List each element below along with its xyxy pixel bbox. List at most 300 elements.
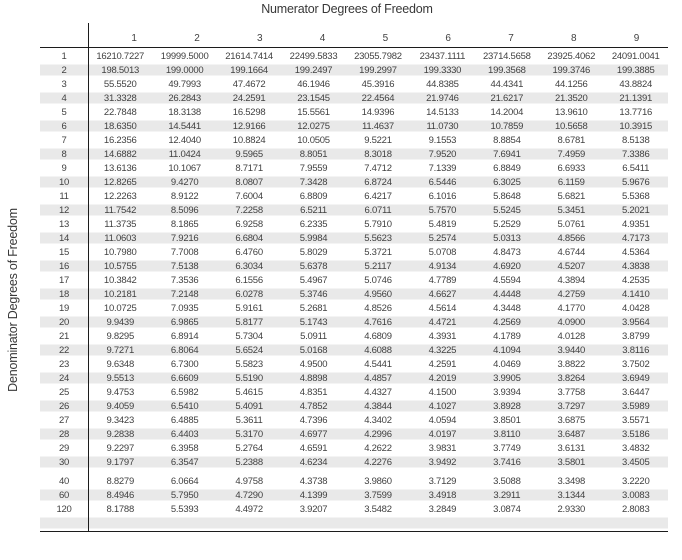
cell: 6.8914	[170, 330, 199, 342]
cell: 5.5823	[235, 358, 263, 370]
cell: 3.5088	[493, 475, 521, 487]
cell: 3.7297	[557, 400, 586, 412]
cell: 23714.5658	[482, 50, 531, 62]
cell: 10.3915	[619, 120, 653, 132]
cell: 4.9560	[364, 288, 392, 300]
cell: 8.1865	[170, 218, 199, 230]
cell: 4.5614	[428, 302, 457, 314]
cell: 4.9134	[428, 260, 457, 272]
cell: 21.1391	[619, 92, 653, 104]
cell: 7.2148	[170, 288, 199, 300]
cell: 46.1946	[297, 78, 330, 90]
cell: 3.9860	[364, 475, 392, 487]
cell: 4.5594	[493, 274, 521, 286]
cell: 7.2258	[235, 204, 263, 216]
row-label: 9	[61, 162, 67, 174]
column-header: 1	[131, 33, 137, 44]
cell: 5.5623	[364, 232, 392, 244]
cell: 4.3402	[364, 414, 392, 426]
cell: 6.8809	[299, 190, 328, 202]
table-row	[40, 488, 668, 502]
cell: 21614.7414	[225, 50, 273, 62]
cell: 9.2838	[106, 428, 134, 440]
cell: 9.8295	[106, 330, 134, 342]
cell: 5.0746	[364, 274, 392, 286]
cell: 5.2764	[235, 442, 263, 454]
cell: 4.0469	[493, 358, 521, 370]
cell: 199.2997	[359, 64, 397, 76]
cell: 6.8849	[493, 162, 521, 174]
cell: 4.2622	[364, 442, 392, 454]
cell: 9.5965	[235, 148, 263, 160]
cell: 3.9831	[428, 442, 457, 454]
cell: 3.2220	[621, 475, 650, 487]
cell: 4.9758	[235, 475, 263, 487]
row-label: 21	[58, 330, 70, 342]
cell: 7.4959	[557, 148, 586, 160]
cell: 22.7848	[103, 106, 137, 118]
cell: 4.5364	[621, 246, 650, 258]
cell: 199.3568	[488, 64, 526, 76]
table-row	[40, 399, 668, 413]
cell: 4.2996	[364, 428, 392, 440]
table-row	[40, 105, 668, 119]
cell: 4.4721	[428, 316, 457, 328]
cell: 5.7304	[235, 330, 263, 342]
cell: 5.9984	[299, 232, 328, 244]
cell: 8.3018	[364, 148, 392, 160]
cell: 4.7789	[428, 274, 457, 286]
cell: 19999.5000	[160, 50, 209, 62]
cell: 8.4946	[106, 489, 134, 501]
row-label: 40	[58, 475, 70, 487]
table-row	[40, 455, 668, 469]
cell: 5.3746	[299, 288, 328, 300]
cell: 22.4564	[361, 92, 395, 104]
denominator-df-label: Denominator Degrees of Freedom	[6, 208, 20, 392]
cell: 5.4091	[235, 400, 263, 412]
table-row	[40, 63, 668, 77]
cell: 4.8473	[493, 246, 521, 258]
cell: 3.7749	[493, 442, 521, 454]
cell: 5.7950	[170, 489, 199, 501]
cell: 4.6627	[428, 288, 457, 300]
cell: 4.6744	[557, 246, 586, 258]
cell: 5.2388	[235, 456, 263, 468]
cell: 5.8648	[493, 190, 521, 202]
column-header: 2	[194, 33, 200, 44]
cell: 6.5410	[170, 400, 199, 412]
cell: 4.2019	[428, 372, 457, 384]
cell: 4.9351	[621, 218, 650, 230]
row-label: 120	[56, 503, 72, 515]
cell: 4.6977	[299, 428, 328, 440]
cell: 3.7129	[428, 475, 457, 487]
cell: 7.3536	[170, 274, 199, 286]
table-row	[40, 161, 668, 175]
table-row	[40, 273, 668, 287]
row-label: 13	[58, 218, 70, 230]
cell: 10.0725	[103, 302, 137, 314]
cell: 4.0428	[621, 302, 650, 314]
f-critical-values-table	[40, 28, 668, 532]
cell: 6.0664	[170, 475, 199, 487]
cell: 4.2276	[364, 456, 392, 468]
cell: 3.8264	[557, 372, 586, 384]
cell: 14.6882	[103, 148, 137, 160]
row-label: 29	[58, 442, 70, 454]
cell: 4.2569	[493, 316, 521, 328]
cell: 8.0807	[235, 176, 263, 188]
cell: 5.0761	[557, 218, 586, 230]
cell: 5.4819	[428, 218, 457, 230]
cell: 4.7852	[299, 400, 328, 412]
cell: 45.3916	[361, 78, 395, 90]
cell: 199.3746	[552, 64, 591, 76]
cell: 11.7542	[104, 204, 137, 216]
cell: 13.6136	[103, 162, 137, 174]
cell: 3.7502	[621, 358, 650, 370]
cell: 4.6234	[299, 456, 328, 468]
table-row	[40, 217, 668, 231]
table-row	[40, 49, 668, 63]
cell: 5.8177	[235, 316, 263, 328]
cell: 7.9216	[170, 232, 199, 244]
cell: 4.5441	[364, 358, 392, 370]
cell: 44.1256	[554, 78, 588, 90]
cell: 6.1556	[235, 274, 263, 286]
row-label: 12	[58, 204, 70, 216]
cell: 43.8824	[619, 78, 653, 90]
row-label: 17	[58, 274, 70, 286]
cell: 10.2181	[103, 288, 137, 300]
cell: 12.0275	[297, 120, 330, 132]
cell: 6.8064	[170, 344, 199, 356]
cell: 4.2759	[557, 288, 586, 300]
cell: 4.8566	[557, 232, 586, 244]
cell: 23437.1111	[419, 50, 466, 62]
cell: 8.9122	[170, 190, 199, 202]
cell: 6.9258	[235, 218, 263, 230]
table-row	[40, 189, 668, 203]
cell: 4.3838	[621, 260, 650, 272]
row-label: 10	[58, 176, 70, 188]
cell: 8.5138	[621, 134, 650, 146]
column-header: 6	[445, 33, 451, 44]
cell: 24091.0041	[611, 50, 660, 62]
cell: 22499.5833	[289, 50, 338, 62]
cell: 8.8279	[106, 475, 134, 487]
cell: 199.3885	[616, 64, 655, 76]
cell: 5.3721	[364, 246, 392, 258]
cell: 4.4857	[364, 372, 392, 384]
cell: 4.3448	[493, 302, 521, 314]
cell: 6.2335	[299, 218, 328, 230]
cell: 4.3894	[557, 274, 586, 286]
table-row	[40, 329, 668, 343]
cell: 5.7910	[364, 218, 392, 230]
cell: 198.5013	[101, 64, 140, 76]
cell: 6.4760	[235, 246, 263, 258]
cell: 5.3611	[235, 414, 263, 426]
table-row	[40, 203, 668, 217]
cell: 5.5393	[170, 503, 199, 515]
cell: 4.6920	[493, 260, 521, 272]
cell: 14.5133	[426, 106, 459, 118]
cell: 6.5211	[300, 204, 327, 216]
table-body	[40, 48, 668, 530]
table-row	[40, 259, 668, 273]
cell: 3.9394	[493, 386, 521, 398]
cell: 4.6591	[299, 442, 328, 454]
cell: 8.7171	[235, 162, 263, 174]
cell: 6.7300	[170, 358, 199, 370]
cell: 11.0730	[426, 120, 459, 132]
column-header: 5	[382, 33, 389, 44]
cell: 3.2849	[428, 503, 457, 515]
cell: 6.8724	[364, 176, 392, 188]
cell: 6.6933	[557, 162, 586, 174]
cell: 8.8854	[493, 134, 521, 146]
cell: 11.0424	[168, 148, 201, 160]
cell: 6.6609	[170, 372, 199, 384]
cell: 5.7570	[428, 204, 457, 216]
cell: 5.6378	[299, 260, 328, 272]
row-label: 20	[58, 316, 70, 328]
table-row	[40, 77, 668, 91]
row-label: 2	[61, 64, 67, 76]
cell: 4.7396	[299, 414, 328, 426]
table-row	[40, 133, 668, 147]
row-label: 11	[59, 190, 69, 202]
cell: 3.6875	[557, 414, 586, 426]
cell: 3.7416	[493, 456, 521, 468]
cell: 9.5221	[364, 134, 392, 146]
row-label: 27	[58, 414, 70, 426]
cell: 7.1339	[428, 162, 457, 174]
cell: 199.3330	[423, 64, 462, 76]
cell: 4.7616	[364, 316, 392, 328]
table-row	[40, 119, 668, 133]
cell: 12.2263	[103, 190, 137, 202]
cell: 4.6088	[364, 344, 392, 356]
cell: 3.0083	[621, 489, 650, 501]
table-row	[40, 441, 668, 455]
row-label: 3	[61, 78, 67, 90]
cell: 15.5561	[297, 106, 330, 118]
cell: 4.1399	[299, 489, 328, 501]
cell: 3.4918	[428, 489, 457, 501]
cell: 3.0874	[493, 503, 521, 515]
cell: 12.8265	[103, 176, 137, 188]
cell: 4.0594	[428, 414, 457, 426]
cell: 3.4505	[621, 456, 650, 468]
row-label: 6	[61, 120, 67, 132]
cell: 8.5096	[170, 204, 199, 216]
cell: 6.0711	[364, 204, 392, 216]
cell: 6.9865	[170, 316, 199, 328]
row-label: 60	[58, 489, 70, 501]
cell: 4.2535	[621, 274, 650, 286]
cell: 5.2021	[621, 204, 650, 216]
cell: 10.5755	[103, 260, 137, 272]
cell: 6.4885	[170, 414, 199, 426]
cell: 14.5441	[168, 120, 201, 132]
cell: 2.8083	[621, 503, 650, 515]
cell: 3.8822	[557, 358, 586, 370]
row-label: 24	[58, 372, 70, 384]
table-row	[40, 371, 668, 385]
cell: 6.5411	[622, 162, 650, 174]
cell: 49.7993	[168, 78, 201, 90]
cell: 3.7758	[557, 386, 586, 398]
cell: 23055.7982	[354, 50, 402, 62]
cell: 5.2574	[428, 232, 457, 244]
column-header: 9	[633, 33, 640, 44]
cell: 11.4637	[362, 120, 394, 132]
column-header: 4	[319, 33, 326, 44]
column-header: 7	[508, 33, 514, 44]
row-label: 30	[58, 456, 70, 468]
row-label: 23	[58, 358, 70, 370]
cell: 5.5368	[621, 190, 650, 202]
cell: 6.1159	[557, 176, 585, 188]
cell: 5.3451	[557, 204, 586, 216]
cell: 23925.4062	[547, 50, 596, 62]
cell: 14.2004	[490, 106, 524, 118]
row-label: 7	[61, 134, 67, 146]
cell: 3.9207	[299, 503, 328, 515]
cell: 7.6004	[235, 190, 263, 202]
cell: 3.7599	[364, 489, 392, 501]
cell: 3.5482	[364, 503, 392, 515]
cell: 24.2591	[232, 92, 266, 104]
cell: 4.2591	[428, 358, 457, 370]
cell: 7.3428	[299, 176, 328, 188]
cell: 21.6217	[490, 92, 524, 104]
cell: 8.6781	[557, 134, 586, 146]
cell: 9.1797	[106, 456, 134, 468]
cell: 3.9564	[621, 316, 650, 328]
row-label: 28	[58, 428, 70, 440]
cell: 4.1094	[493, 344, 521, 356]
header-row	[40, 28, 668, 48]
table-row	[40, 413, 668, 427]
row-label: 5	[61, 106, 67, 118]
cell: 3.8501	[493, 414, 521, 426]
cell: 6.6804	[235, 232, 263, 244]
cell: 3.5186	[621, 428, 650, 440]
cell: 12.4040	[168, 134, 201, 146]
cell: 3.8928	[493, 400, 521, 412]
cell: 4.1410	[621, 288, 650, 300]
row-label: 19	[58, 302, 70, 314]
row-label: 4	[61, 92, 67, 104]
cell: 55.5520	[103, 78, 137, 90]
table-row	[40, 315, 668, 329]
cell: 5.5245	[493, 204, 521, 216]
cell: 4.3738	[299, 475, 328, 487]
cell: 10.0505	[297, 134, 330, 146]
cell: 199.0000	[165, 64, 204, 76]
cell: 4.8898	[299, 372, 328, 384]
cell: 21.9746	[426, 92, 459, 104]
cell: 7.0935	[170, 302, 199, 314]
cell: 3.1344	[557, 489, 586, 501]
cell: 6.3547	[170, 456, 199, 468]
row-label: 18	[58, 288, 70, 300]
row-label: 8	[61, 148, 67, 160]
cell: 23.1545	[297, 92, 330, 104]
cell: 4.8351	[299, 386, 328, 398]
cell: 5.6821	[557, 190, 586, 202]
cell: 7.3386	[621, 148, 650, 160]
label-column-divider	[88, 23, 89, 532]
cell: 9.4753	[106, 386, 134, 398]
cell: 9.2297	[106, 442, 134, 454]
cell: 5.5190	[235, 372, 263, 384]
cell: 9.6348	[106, 358, 134, 370]
cell: 199.1664	[230, 64, 268, 76]
cell: 16210.7227	[96, 50, 145, 62]
cell: 4.3931	[428, 330, 457, 342]
cell: 5.8029	[299, 246, 328, 258]
row-label: 15	[58, 246, 70, 258]
table-row	[40, 502, 668, 516]
cell: 3.9905	[493, 372, 521, 384]
cell: 3.4832	[621, 442, 650, 454]
cell: 9.4059	[106, 400, 134, 412]
numerator-df-title: Numerator Degrees of Freedom	[261, 2, 433, 16]
cell: 21.3520	[554, 92, 588, 104]
empty-row	[40, 516, 668, 530]
cell: 47.4672	[232, 78, 266, 90]
cell: 11.3735	[104, 218, 137, 230]
cell: 199.2497	[294, 64, 333, 76]
cell: 5.2681	[299, 302, 328, 314]
cell: 5.0313	[493, 232, 521, 244]
cell: 9.4270	[170, 176, 199, 188]
cell: 9.1553	[428, 134, 457, 146]
cell: 4.3225	[428, 344, 457, 356]
cell: 3.6447	[621, 386, 650, 398]
cell: 18.3138	[168, 106, 201, 118]
cell: 5.1743	[299, 316, 328, 328]
cell: 9.9439	[106, 316, 134, 328]
cell: 4.1789	[493, 330, 521, 342]
cell: 10.3842	[103, 274, 137, 286]
cell: 3.9492	[428, 456, 457, 468]
cell: 5.0168	[299, 344, 328, 356]
bottom-border	[40, 531, 668, 533]
cell: 3.2911	[493, 489, 521, 501]
cell: 4.4448	[493, 288, 521, 300]
table-row	[40, 385, 668, 399]
cell: 44.4341	[490, 78, 524, 90]
cell: 3.9440	[557, 344, 586, 356]
cell: 44.8385	[426, 78, 459, 90]
cell: 18.6350	[103, 120, 137, 132]
cell: 3.6131	[557, 442, 586, 454]
table-row	[40, 231, 668, 245]
cell: 8.1788	[106, 503, 134, 515]
cell: 6.3034	[235, 260, 263, 272]
cell: 16.2356	[103, 134, 137, 146]
cell: 9.5513	[106, 372, 134, 384]
cell: 7.4712	[364, 162, 392, 174]
cell: 3.8110	[493, 428, 521, 440]
cell: 4.4327	[364, 386, 392, 398]
